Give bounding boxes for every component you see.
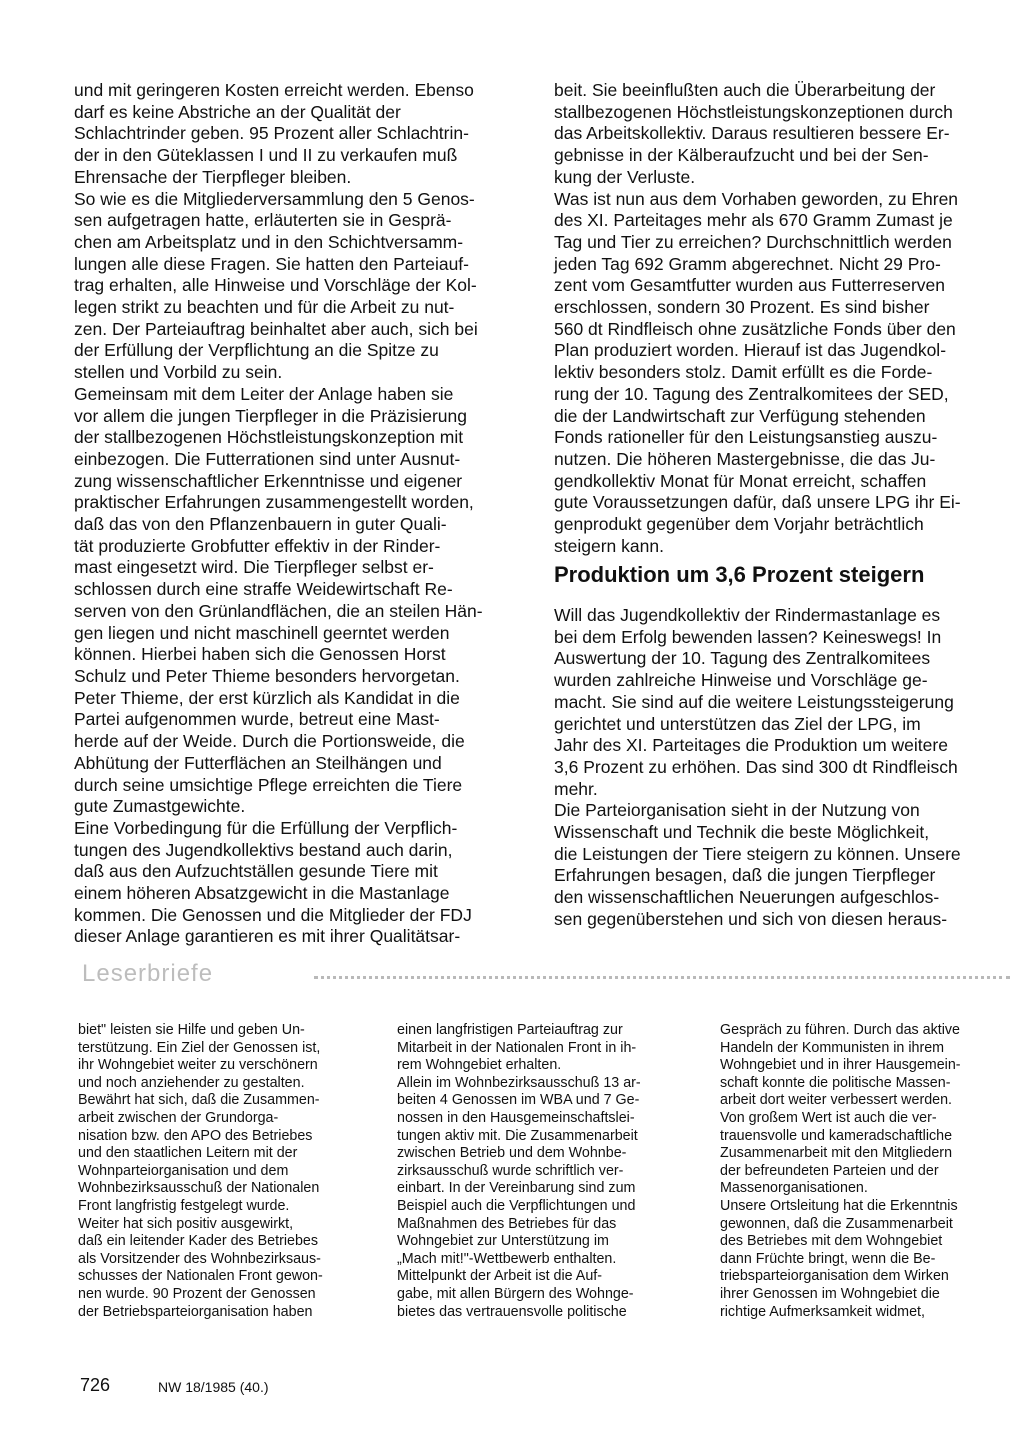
text-line: des XI. Parteitages mehr als 670 Gramm Zumast je	[554, 210, 953, 231]
text-line: Schlachtrinder geben. 95 Prozent aller Schlachtrin-	[74, 123, 469, 144]
text-line: kommen. Die Genossen und die Mitglieder der FDJ	[74, 904, 472, 925]
text-line: herde auf der Weide. Durch die Portionsweide, die	[74, 731, 465, 752]
text-line: darf es keine Abstriche an der Qualität der	[74, 101, 401, 122]
article-column-right	[554, 80, 961, 557]
text-line: Ehrensache der Tierpfleger bleiben.	[74, 166, 352, 187]
text-line: daß das von den Pflanzenbauern in guter Quali-	[74, 514, 447, 535]
text-line: die Leistungen der Tiere steigern zu können. Unsere	[554, 843, 961, 864]
text-line: und noch anziehender zu gestalten.	[78, 1074, 305, 1091]
text-line: gewonnen, daß die Zusammenarbeit	[720, 1215, 953, 1232]
text-line: gute Zumastgewichte.	[74, 796, 246, 817]
text-line: gendkollektiv Monat für Monat erreicht, schaffen	[554, 470, 927, 491]
text-line: Eine Vorbedingung für die Erfüllung der Verpflich-	[74, 817, 458, 838]
letters-column-3	[720, 1022, 961, 1321]
text-line: der Erfüllung der Verpflichtung an die Spitze zu	[74, 340, 439, 361]
text-line: Zusammenarbeit mit den Mitgliedern	[720, 1145, 953, 1162]
text-line: bei dem Erfolg bewenden lassen? Keineswegs! In	[554, 626, 942, 647]
text-line: gen liegen und nicht maschinell geerntet werden	[74, 622, 450, 643]
text-line: dieser Anlage garantieren es mit ihrer Qualitätsar-	[74, 926, 461, 947]
text-line: zung wissenschaftlicher Erkenntnisse und eigener	[74, 470, 463, 491]
text-line: einen langfristigen Parteiauftrag zur	[397, 1022, 623, 1038]
text-line: Partei aufgenommen wurde, betreut eine Mast-	[74, 709, 440, 730]
text-line: ihr Wohngebiet weiter zu verschönern	[78, 1057, 318, 1074]
text-line: gebnisse in der Kälberaufzucht und bei der Sen-	[554, 145, 929, 166]
text-line: stallbezogenen Höchstleistungskonzeptionen durch	[554, 101, 953, 122]
text-line: schaft konnte die politische Massen-	[720, 1074, 951, 1091]
text-line: zirksausschuß wurde schriftlich ver-	[397, 1162, 624, 1179]
text-line: Schulz und Peter Thieme besonders hervorgetan.	[74, 665, 460, 686]
text-line: arbeit zwischen der Grundorga-	[78, 1109, 279, 1126]
text-line: praktischer Erfahrungen zusammengestellt worden,	[74, 492, 474, 513]
text-line: der Betriebsparteiorganisation haben	[78, 1303, 313, 1320]
text-line: genprodukt gegenüber dem Vorjahr beträchtlich	[554, 514, 924, 535]
text-line: kung der Verluste.	[554, 166, 696, 187]
text-line: daß ein leitender Kader des Betriebes	[78, 1233, 319, 1250]
text-line: gerichtet und unterstützen das Ziel der LPG, im	[554, 713, 921, 734]
text-line: Beispiel auch die Verpflichtungen und	[397, 1197, 636, 1214]
text-line: 3,6 Prozent zu erhöhen. Das sind 300 dt Rindfleisch	[554, 756, 958, 777]
text-line: sen aufgetragen hatte, erläuterten sie in Gesprä-	[74, 210, 452, 231]
text-line: triebsparteiorganisation dem Wirken	[720, 1268, 949, 1285]
text-line: „Mach mit!"-Wettbewerb enthalten.	[397, 1250, 617, 1267]
text-line: Peter Thieme, der erst kürzlich als Kandidat in die	[74, 687, 460, 708]
text-line: nisation bzw. den APO des Betriebes	[78, 1127, 313, 1144]
text-line: vor allem die jungen Tierpfleger in die Präzisierung	[74, 405, 467, 426]
section-label: Leserbriefe	[82, 960, 214, 987]
text-line: Wohnparteiorganisation und dem	[78, 1162, 289, 1179]
text-line: und mit geringeren Kosten erreicht werden. Ebenso	[74, 80, 474, 100]
text-line: Wissenschaft und Technik die beste Möglichkeit,	[554, 822, 930, 843]
text-line: tungen des Jugendkollektivs bestand auch darin,	[74, 839, 453, 860]
article-column-left	[74, 80, 483, 948]
text-line: Jahr des XI. Parteitages die Produktion um weitere	[554, 735, 948, 756]
letters-column-1	[78, 1022, 323, 1321]
text-line: Will das Jugendkollektiv der Rindermastanlage es	[554, 605, 941, 625]
text-line: ihrer Genossen im Wohngebiet die	[720, 1285, 940, 1302]
text-line: der befreundeten Parteien und der	[720, 1162, 939, 1179]
issue-reference: NW 18/1985 (40.)	[158, 1379, 269, 1395]
text-line: der stallbezogenen Höchstleistungskonzeption mit	[74, 427, 464, 448]
text-line: zen. Der Parteiauftrag beinhaltet aber auch, sich bei	[74, 318, 478, 339]
text-line: erschlossen, sondern 30 Prozent. Es sind bisher	[554, 297, 930, 318]
text-line: Gespräch zu führen. Durch das aktive	[720, 1022, 960, 1038]
text-line: Von großem Wert ist auch die ver-	[720, 1109, 937, 1126]
text-line: 560 dt Rindfleisch ohne zusätzliche Fonds über den	[554, 318, 956, 339]
text-line: nen wurde. 90 Prozent der Genossen	[78, 1285, 316, 1302]
text-line: einem höheren Absatzgewicht in die Mastanlage	[74, 883, 450, 904]
text-line: zwischen Betrieb und dem Wohnbe-	[397, 1145, 627, 1162]
text-line: rung der 10. Tagung des Zentralkomitees der SED,	[554, 383, 949, 404]
text-line: trauensvolle und kameradschaftliche	[720, 1127, 953, 1144]
text-line: gabe, mit allen Bürgern des Wohnge-	[397, 1285, 634, 1302]
text-line: wurden zahlreiche Hinweise und Vorschläge ge-	[554, 670, 928, 691]
section-divider	[314, 976, 1010, 979]
text-line: Bewährt hat sich, daß die Zusammen-	[78, 1092, 320, 1109]
letters-section-header	[70, 960, 1010, 990]
text-line: Die Parteiorganisation sieht in der Nutzung von	[554, 800, 920, 821]
text-line: legen strikt zu beachten und für die Arbeit zu nut-	[74, 297, 455, 318]
text-line: beit. Sie beeinflußten auch die Überarbeitung der	[554, 80, 936, 100]
text-line: durch seine umsichtige Pflege erreichten die Tiere	[74, 774, 463, 795]
text-line: die der Landwirtschaft zur Verfügung stehenden	[554, 405, 926, 426]
text-line: dann Früchte bringt, wenn die Be-	[720, 1250, 936, 1267]
text-line: trag erhalten, alle Hinweise und Vorschläge der Kol-	[74, 275, 477, 296]
text-line: Weiter hat sich positiv ausgewirkt,	[78, 1215, 294, 1232]
text-line: bietes das vertrauensvolle politische	[397, 1303, 627, 1320]
text-line: Wohnbezirksausschuß der Nationalen	[78, 1180, 320, 1197]
text-line: des Betriebes mit dem Wohngebiet	[720, 1233, 943, 1250]
text-line: Wohngebiet und in ihrer Hausgemein-	[720, 1057, 961, 1074]
text-line: Wohngebiet zur Unterstützung im	[397, 1233, 609, 1250]
text-line: Gemeinsam mit dem Leiter der Anlage haben sie	[74, 383, 454, 404]
text-line: können. Hierbei haben sich die Genossen Horst	[74, 644, 446, 665]
text-line: macht. Sie sind auf die weitere Leistungssteigerung	[554, 691, 954, 712]
text-line: jeden Tag 692 Gramm abgerechnet. Nicht 29 Pro-	[554, 253, 941, 274]
text-line: tät produzierte Grobfutter effektiv in der Rinder-	[74, 535, 441, 556]
text-line: Maßnahmen des Betriebes für das	[397, 1215, 617, 1232]
text-line: Handeln der Kommunisten in ihrem	[720, 1039, 945, 1056]
text-line: terstützung. Ein Ziel der Genossen ist,	[78, 1039, 321, 1056]
text-line: Massenorganisationen.	[720, 1180, 868, 1197]
text-line: Abhütung der Futterflächen an Steilhängen und	[74, 752, 442, 773]
text-line: beiten 4 Genossen im WBA und 7 Ge-	[397, 1092, 640, 1109]
text-line: So wie es die Mitgliederversammlung den 5 Genos-	[74, 188, 475, 209]
text-line: Plan produziert worden. Hierauf ist das Jugendkol-	[554, 340, 947, 361]
text-line: chen am Arbeitsplatz und in den Schichtversamm-	[74, 231, 464, 252]
text-line: schusses der Nationalen Front gewon-	[78, 1268, 323, 1285]
text-line: arbeit dort weiter verbessert werden.	[720, 1092, 953, 1109]
text-line: steigern kann.	[554, 535, 664, 556]
text-line: Unsere Ortsleitung hat die Erkenntnis	[720, 1197, 958, 1214]
text-line: gute Voraussetzungen dafür, daß unsere LPG ihr Ei-	[554, 492, 961, 513]
text-line: tungen aktiv mit. Die Zusammenarbeit	[397, 1127, 638, 1144]
text-line: richtige Aufmerksamkeit widmet,	[720, 1303, 925, 1320]
text-line: Mittelpunkt der Arbeit ist die Auf-	[397, 1268, 603, 1285]
text-line: Front langfristig festgelegt wurde.	[78, 1197, 290, 1214]
text-line: daß aus den Aufzuchtställen gesunde Tiere mit	[74, 861, 438, 882]
text-line: mast eingesetzt wird. Die Tierpfleger selbst er-	[74, 557, 434, 578]
text-line: einbart. In der Vereinbarung sind zum	[397, 1180, 636, 1197]
text-line: serven von den Grünlandflächen, die an steilen Hän-	[74, 600, 483, 621]
text-line: nutzen. Die höheren Mastergebnisse, die das Ju-	[554, 448, 936, 469]
text-line: Auswertung der 10. Tagung des Zentralkomitees	[554, 648, 931, 669]
text-line: mehr.	[554, 778, 598, 799]
text-line: das Arbeitskollektiv. Daraus resultieren bessere Er-	[554, 123, 950, 144]
text-line: einbezogen. Die Futterrationen sind unter Ausnut-	[74, 448, 461, 469]
text-line: biet" leisten sie Hilfe und geben Un-	[78, 1022, 305, 1038]
text-line: sen gegenüberstehen und sich von diesen heraus-	[554, 908, 948, 929]
page-number: 726	[80, 1375, 111, 1395]
text-line: Allein im Wohnbezirksausschuß 13 ar-	[397, 1074, 641, 1091]
text-line: Fonds rationeller für den Leistungsanstieg auszu-	[554, 427, 938, 448]
text-line: und den staatlichen Leitern mit der	[78, 1145, 298, 1162]
text-line: Mitarbeit in der Nationalen Front in ih-	[397, 1039, 637, 1056]
letters-column-2	[397, 1022, 641, 1321]
text-line: lektiv besonders stolz. Damit erfüllt es die Forde-	[554, 362, 933, 383]
text-line: schlossen durch eine straffe Weidewirtschaft Re-	[74, 579, 453, 600]
text-line: als Vorsitzender des Wohnbezirksaus-	[78, 1250, 321, 1267]
text-line: Tag und Tier zu erreichen? Durchschnittlich werden	[554, 231, 952, 252]
text-line: nossen in den Hausgemeinschaftslei-	[397, 1109, 635, 1126]
text-line: Erfahrungen besagen, daß die jungen Tierpfleger	[554, 865, 936, 886]
text-line: rem Wohngebiet erhalten.	[397, 1057, 562, 1074]
text-line: der in den Güteklassen I und II zu verkaufen muß	[74, 145, 458, 166]
text-line: Was ist nun aus dem Vorhaben geworden, zu Ehren	[554, 188, 959, 209]
text-line: zent vom Gesamtfutter wurden aus Futterreserven	[554, 275, 945, 296]
text-line: stellen und Vorbild zu sein.	[74, 362, 283, 383]
text-line: den wissenschaftlichen Neuerungen aufgeschlos-	[554, 887, 940, 908]
section-heading: Produktion um 3,6 Prozent steigern	[554, 562, 925, 587]
text-line: lungen alle diese Fragen. Sie hatten den Parteiauf-	[74, 253, 469, 274]
article-column-right-continued	[554, 605, 961, 931]
